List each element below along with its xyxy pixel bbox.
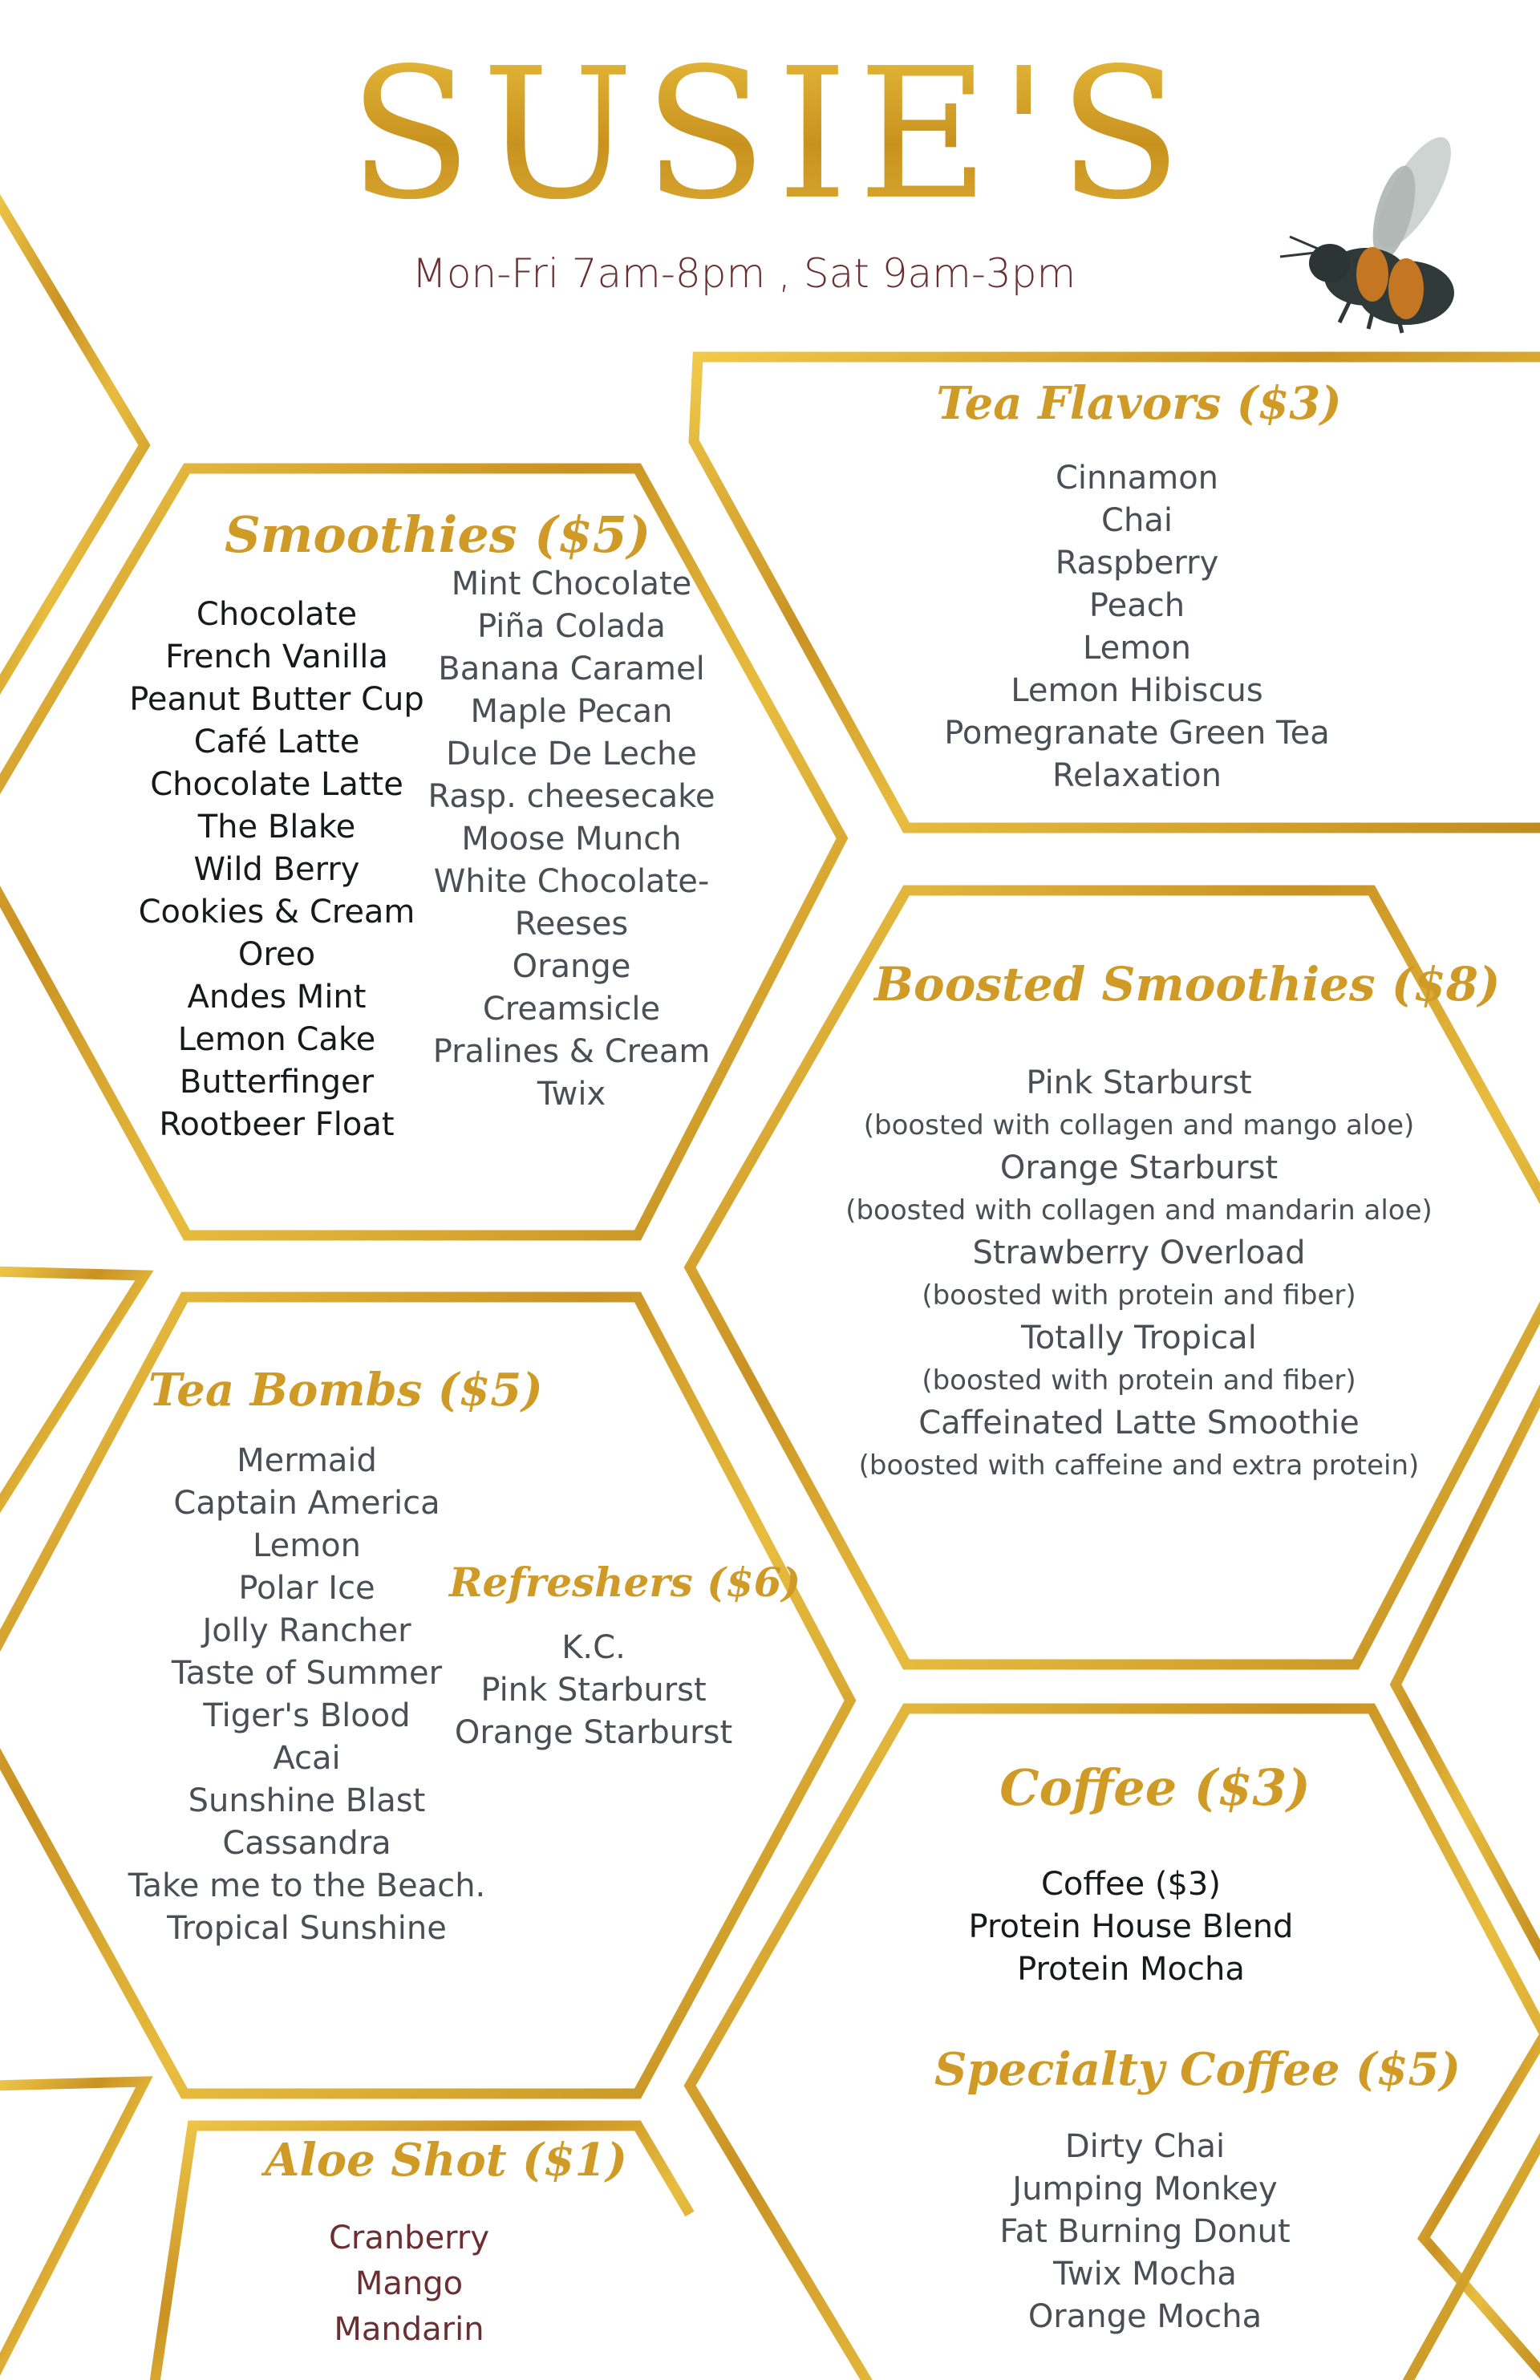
- list-item: Relaxation: [1052, 757, 1222, 794]
- list-item: Sunshine Blast: [188, 1782, 426, 1819]
- bee-wings: [1364, 136, 1462, 264]
- list-item: Fat Burning Donut: [999, 2213, 1291, 2250]
- list-item: Mint Chocolate: [451, 566, 692, 602]
- smoothies-list-col1: [104, 594, 449, 1146]
- list-item: Captain America: [173, 1485, 440, 1522]
- list-item: Reeses: [514, 906, 629, 943]
- list-item: Creamsicle: [482, 991, 661, 1028]
- list-item: Andes Mint: [187, 979, 367, 1016]
- list-item: Orange: [512, 948, 631, 985]
- list-item: Wild Berry: [193, 851, 360, 888]
- list-item: Pomegranate Green Tea: [944, 715, 1330, 752]
- list-item: Cinnamon: [1055, 460, 1219, 497]
- boosted-item-name: Strawberry Overload: [972, 1235, 1306, 1271]
- boosted-item-name: Pink Starburst: [1026, 1064, 1252, 1101]
- list-item: Mermaid: [237, 1442, 377, 1479]
- list-item: Café Latte: [193, 724, 360, 760]
- list-item: Twix Mocha: [1053, 2256, 1237, 2293]
- list-item: K.C.: [561, 1629, 626, 1666]
- boosted-item-note: (boosted with caffeine and extra protein): [858, 1449, 1420, 1482]
- smoothies-list-col2: [417, 563, 726, 1116]
- list-item: Moose Munch: [461, 821, 682, 858]
- smoothies-heading: Smoothies ($5): [225, 505, 651, 564]
- refreshers-heading: Refreshers ($6): [449, 1559, 801, 1606]
- list-item: Lemon Cake: [177, 1021, 376, 1058]
- list-item: Lemon Hibiscus: [1011, 672, 1263, 709]
- boosted-item-note: (boosted with protein and fiber): [922, 1279, 1356, 1312]
- boosted-item-note: (boosted with protein and fiber): [922, 1364, 1356, 1397]
- list-item: Peach: [1088, 587, 1185, 624]
- list-item: The Blake: [197, 809, 356, 845]
- list-item: Protein House Blend: [968, 1908, 1294, 1945]
- list-item: Dirty Chai: [1064, 2128, 1226, 2165]
- list-item: Oreo: [237, 936, 316, 973]
- list-item: Jumping Monkey: [1012, 2171, 1278, 2208]
- list-item: White Chocolate-: [433, 863, 710, 900]
- list-item: Cranberry: [328, 2220, 490, 2256]
- list-item: Lemon: [1083, 630, 1191, 667]
- list-item: French Vanilla: [165, 639, 388, 675]
- refreshers-list: [449, 1627, 738, 1754]
- hex-outline-left-bottom: [0, 2082, 144, 2380]
- business-hours: Mon-Fri 7am-8pm , Sat 9am-3pm: [411, 250, 1076, 297]
- tea-flavors-heading: Tea Flavors ($3): [936, 377, 1342, 430]
- list-item: Cassandra: [222, 1825, 391, 1862]
- boosted-item-name: Caffeinated Latte Smoothie: [918, 1405, 1360, 1441]
- boosted-smoothies-heading: Boosted Smoothies ($8): [874, 957, 1501, 1012]
- list-item: Orange Mocha: [1027, 2298, 1262, 2335]
- list-item: Take me to the Beach.: [128, 1867, 486, 1904]
- list-item: Piña Colada: [477, 608, 666, 645]
- list-item: Maple Pecan: [470, 693, 673, 730]
- coffee-list: [930, 1863, 1331, 1991]
- specialty-coffee-list: [946, 2126, 1343, 2338]
- list-item: Cookies & Cream: [138, 894, 415, 931]
- list-item: Tiger's Blood: [203, 1697, 411, 1734]
- list-item: Lemon: [253, 1527, 361, 1564]
- list-item: Mandarin: [334, 2311, 484, 2348]
- specialty-coffee-heading: Specialty Coffee ($5): [934, 2043, 1461, 2096]
- list-item: Mango: [355, 2265, 464, 2302]
- list-item: Chocolate: [196, 596, 358, 633]
- bee-body: [1280, 237, 1454, 333]
- list-item: Tropical Sunshine: [167, 1910, 447, 1947]
- coffee-heading: Coffee ($3): [999, 1758, 1311, 1817]
- list-item: Dulce De Leche: [446, 736, 697, 772]
- list-item: Jolly Rancher: [202, 1612, 411, 1649]
- list-item: Orange Starburst: [454, 1714, 733, 1751]
- list-item: Polar Ice: [238, 1570, 375, 1607]
- boosted-smoothies-list: [802, 1062, 1476, 1487]
- list-item: Pink Starburst: [480, 1672, 707, 1709]
- list-item: Butterfinger: [179, 1064, 375, 1101]
- aloe-shot-heading: Aloe Shot ($1): [265, 2134, 627, 2187]
- list-item: Chocolate Latte: [150, 766, 403, 803]
- boosted-item-note: (boosted with collagen and mandarin aloe): [845, 1194, 1433, 1226]
- list-item: Pralines & Cream: [432, 1033, 711, 1070]
- tea-flavors-list: [882, 457, 1392, 797]
- list-item: Protein Mocha: [1017, 1951, 1245, 1988]
- list-item: Raspberry: [1055, 545, 1219, 582]
- list-item: Coffee ($3): [1040, 1866, 1221, 1903]
- list-item: Peanut Butter Cup: [129, 681, 424, 718]
- list-item: Acai: [273, 1740, 341, 1777]
- list-item: Twix: [537, 1076, 606, 1113]
- aloe-shot-list: [265, 2216, 553, 2353]
- list-item: Rasp. cheesecake: [428, 778, 715, 815]
- list-item: Taste of Summer: [171, 1655, 443, 1692]
- tea-bombs-list: [112, 1440, 501, 1950]
- list-item: Banana Caramel: [438, 651, 705, 687]
- list-item: Chai: [1101, 502, 1173, 539]
- boosted-item-note: (boosted with collagen and mango aloe): [863, 1109, 1415, 1141]
- bee-icon: [1274, 136, 1462, 337]
- boosted-item-name: Orange Starburst: [999, 1149, 1279, 1186]
- tea-bombs-heading: Tea Bombs ($5): [148, 1364, 543, 1417]
- brand-logo-title: SUSIE'S: [0, 39, 1540, 231]
- list-item: Rootbeer Float: [159, 1106, 395, 1143]
- boosted-item-name: Totally Tropical: [1021, 1320, 1257, 1356]
